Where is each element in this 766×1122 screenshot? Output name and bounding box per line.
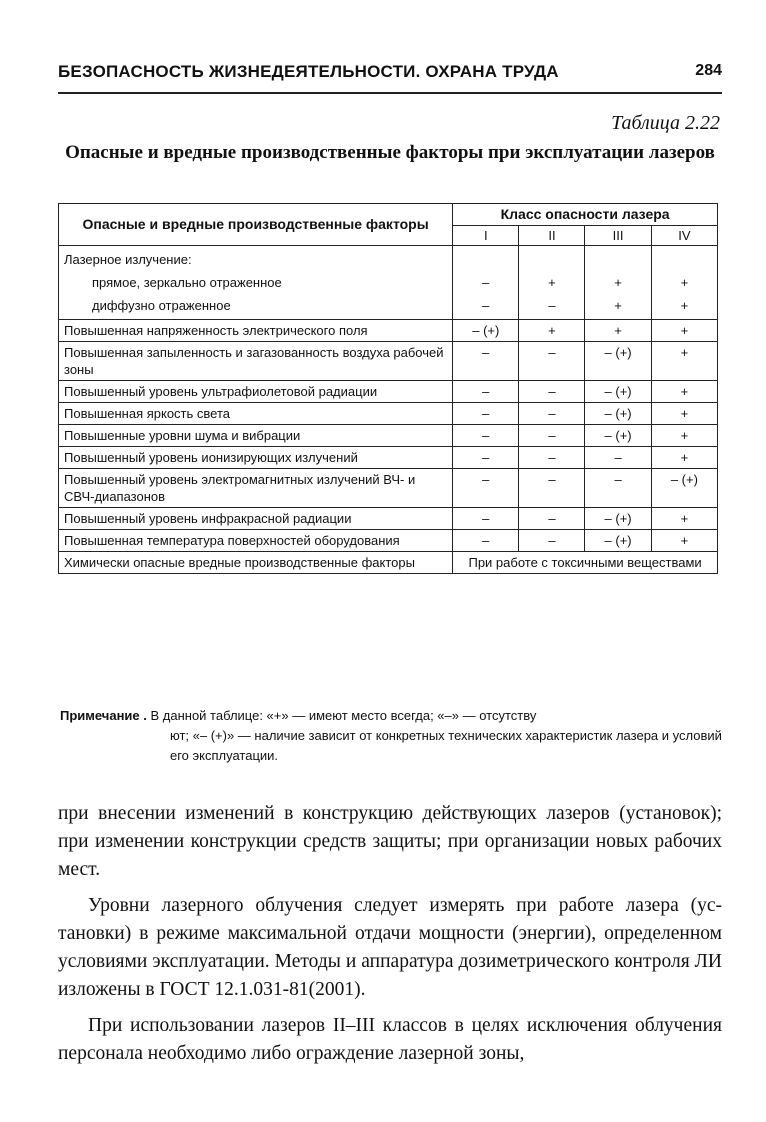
class-header-1: I — [453, 226, 519, 246]
cell-value: – — [482, 275, 490, 290]
table-row — [59, 403, 718, 425]
cell-value: – (+) — [585, 381, 651, 403]
table-note — [60, 706, 722, 766]
table-row — [59, 447, 718, 469]
class-header-3: III — [585, 226, 651, 246]
cell-value: – — [548, 298, 556, 313]
row-label: Повышенная напряженность электрического поля — [59, 320, 453, 342]
header-title: БЕЗОПАСНОСТЬ ЖИЗНЕДЕЯТЕЛЬНОСТИ. ОХРАНА ТРУДА — [58, 62, 559, 81]
cell-value: + — [680, 298, 689, 313]
row-label: Повышенная запыленность и загазованность воздуха рабочей зоны — [59, 342, 453, 381]
cell-value: + — [614, 298, 622, 313]
paragraph: Уровни лазерного облучения следует измерять при работе лазера (установки) в режиме максимальной отдачи мощности (энергии), определенном условиями эксплуатации. Методы и аппаратура дозиметрического контроля ЛИ изложены в ГОСТ 12.1.031-81(2001). — [58, 895, 722, 1000]
row-value — [585, 246, 651, 320]
cell-value: – — [519, 342, 585, 381]
cell-value: – — [519, 425, 585, 447]
page-number: 284 — [695, 62, 722, 79]
row-value — [453, 246, 519, 320]
cell-value: + — [680, 275, 689, 290]
cell-value: – — [453, 447, 519, 469]
cell-value: – (+) — [585, 508, 651, 530]
table-row — [59, 530, 718, 552]
cell-value: + — [651, 320, 717, 342]
row-value — [651, 246, 717, 320]
cell-value: + — [548, 275, 556, 290]
cell-value: – — [585, 469, 651, 508]
cell-value: – — [453, 425, 519, 447]
row-label: Повышенный уровень ультрафиолетовой радиации — [59, 381, 453, 403]
cell-value: – — [519, 508, 585, 530]
table-row — [59, 508, 718, 530]
cell-value: – — [519, 381, 585, 403]
body-text — [58, 800, 722, 1076]
cell-value: – — [585, 447, 651, 469]
cell-value: + — [651, 508, 717, 530]
column-header-laser-class: Класс опасности лазера — [453, 204, 718, 226]
table-row — [59, 469, 718, 508]
header-rule — [58, 92, 722, 94]
table-row-laser-radiation — [59, 246, 718, 320]
cell-value: – — [519, 403, 585, 425]
row-label: Повышенная температура поверхностей оборудования — [59, 530, 453, 552]
running-header — [58, 62, 722, 92]
note-text-first: В данной таблице: «+» — имеют место всегда; «–» — отсутству — [150, 708, 537, 723]
paragraph: При использовании лазеров II–III классов в целях исключения облучения персонала необходимо либо ограждение лазерной зоны, — [58, 1015, 722, 1064]
row-label: Повышенный уровень электромагнитных излучений ВЧ- и СВЧ-диапазонов — [59, 469, 453, 508]
note-label: Примечание . — [60, 708, 147, 723]
cell-value: – — [453, 403, 519, 425]
row-label: Химически опасные вредные производственные факторы — [59, 552, 453, 574]
table-number: Таблица 2.22 — [611, 112, 720, 134]
cell-value: + — [519, 320, 585, 342]
cell-value: – (+) — [585, 403, 651, 425]
cell-value: – — [453, 469, 519, 508]
row-value — [519, 246, 585, 320]
cell-value: – (+) — [651, 469, 717, 508]
hazard-factors-table — [58, 203, 718, 574]
cell-value: + — [651, 425, 717, 447]
cell-value: – (+) — [453, 320, 519, 342]
cell-value: + — [651, 381, 717, 403]
cell-value: – — [453, 381, 519, 403]
cell-value: – (+) — [585, 342, 651, 381]
laser-group-label: Лазерное излучение: — [64, 252, 192, 267]
class-header-4: IV — [651, 226, 717, 246]
cell-value: + — [614, 275, 622, 290]
row-label: Повышенный уровень инфракрасной радиации — [59, 508, 453, 530]
row-label: Повышенный уровень ионизирующих излучений — [59, 447, 453, 469]
table-row — [59, 342, 718, 381]
cell-value: – — [519, 447, 585, 469]
paragraph: при внесении изменений в конструкцию действующих лазеров (установок); при изменении конструкции средств защиты; при организации новых рабочих мест. — [58, 803, 722, 880]
table-row — [59, 381, 718, 403]
table-row-chemical — [59, 552, 718, 574]
row-label: Повышенные уровни шума и вибрации — [59, 425, 453, 447]
cell-value: – (+) — [585, 530, 651, 552]
cell-value-merged: При работе с токсичными веществами — [453, 552, 718, 574]
laser-item-label: прямое, зеркально отраженное — [92, 275, 282, 290]
cell-value: – — [453, 508, 519, 530]
cell-value: + — [651, 447, 717, 469]
table-row — [59, 320, 718, 342]
class-header-2: II — [519, 226, 585, 246]
cell-value: – — [453, 342, 519, 381]
laser-item-label: диффузно отраженное — [92, 298, 231, 313]
cell-value: – — [519, 469, 585, 508]
cell-value: + — [651, 342, 717, 381]
row-label — [59, 246, 453, 320]
table-header-row — [59, 204, 718, 226]
column-header-factors: Опасные и вредные производственные факторы — [59, 204, 453, 246]
cell-value: + — [585, 320, 651, 342]
cell-value: – — [482, 298, 490, 313]
cell-value: – (+) — [585, 425, 651, 447]
note-text-rest: ют; «– (+)» — наличие зависит от конкретных технических характеристик лазера и условий его эксплуатации. — [170, 728, 722, 763]
cell-value: + — [651, 403, 717, 425]
table-row — [59, 425, 718, 447]
table-title: Опасные и вредные производственные факторы при эксплуатации лазеров — [65, 142, 715, 163]
cell-value: – — [519, 530, 585, 552]
cell-value: + — [651, 530, 717, 552]
row-label: Повышенная яркость света — [59, 403, 453, 425]
cell-value: – — [453, 530, 519, 552]
